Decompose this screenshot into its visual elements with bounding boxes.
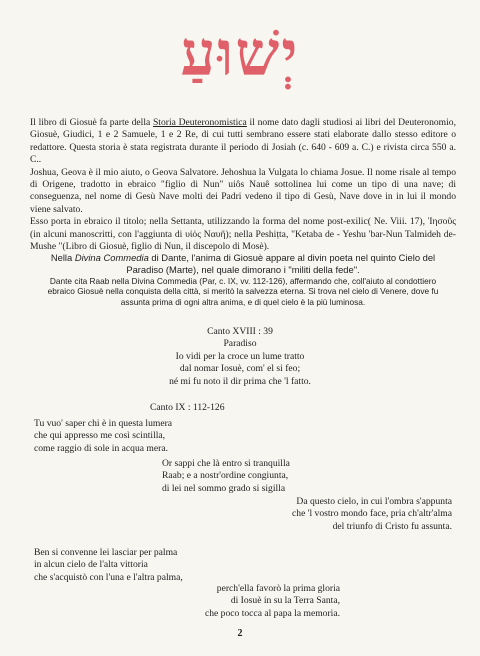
intro-p1-rest: il nome dato dagli studiosi ai libri del Deuteronomio, Giosuè, Giudici, 1 e 2 Samuele, 1 e 2 Re, di cui tutti sembrano essere stati elaborate dallo stesso editore o redattore. Questa storia è stata registrata durante il periodo di Josiah (c. 640 - 609 a. C.) e rivista circa 550 a. C.. — [30, 117, 456, 166]
intro-paragraph-3: Esso porta in ebraico il titolo; nella Settanta, utilizzando la forma del nome post-exilic( Ne. Viii. 17), Ἰησοῦς (in alcuni manoscritti, con l'aggiunta di υἱός Ναυῆ); nella Peshiṭta, "Ketaba de - Yeshu 'bar-Nun Talmideh de-Mushe "(Libro di Giosuè, figlio di Nun, il discepolo di Mosè). — [30, 216, 456, 253]
stanza-4 — [34, 547, 183, 584]
verse-line: perch'ella favorò la prima gloria — [216, 583, 340, 594]
stanza-5 — [205, 583, 340, 620]
verse-line: Tu vuo' saper chi è in questa lumera — [34, 418, 173, 429]
verse-line: Ben si convenne lei lasciar per palma — [34, 547, 178, 558]
dante-p1-start: Nella — [50, 252, 75, 263]
verse-line: in alcun cielo de l'alta vittoria — [34, 559, 148, 571]
stanza-3 — [292, 496, 452, 533]
dante-p1-rest: di Dante, l'anima di Giosuè appare al divin poeta nel quinto Cielo del Paradiso (Marte), nel quale dimorano i "militi della fede". — [126, 252, 436, 275]
verse-line: di lei nel sommo grado si sigilla — [162, 482, 286, 494]
verse-line: che poco tocca al papa la memoria. — [204, 607, 340, 619]
verse-line: che qui appresso me così scintilla, — [34, 430, 166, 442]
canto-18-block — [0, 326, 480, 388]
verse-line: che 'l vostro mondo face, pria ch'altr'alma — [292, 508, 452, 520]
dante-section — [38, 252, 448, 307]
stanza-1 — [34, 418, 172, 455]
divina-commedia-title: Divina Commedia — [74, 252, 149, 263]
intro-p1-start: Il libro di Giosuè fa parte della — [30, 117, 153, 128]
verse-line: Or sappi che là entro si tranquilla — [162, 458, 290, 469]
verse-line: né mi fu noto il dir prima che 'l fatto. — [169, 375, 311, 387]
intro-paragraph-2: Joshua, Geova è il mio aiuto, o Geova Salvatore. Jehoshua la Vulgata lo chiama Josue. Il nome risale al tempo di Origene, tradotto in ebraico "figlio di Nun" uiôs Nauê sottolinea lui come un tipo di una nave; di conseguenza, nel nome di Gesù Nave molti dei Padri vedeno il tipo di Gesù, Nave dove in in lui il mondo viene salvato. — [30, 166, 456, 215]
hebrew-title: יְשׁוּעַ — [180, 17, 300, 90]
verse-line: di Iosuè in su la Terra Santa, — [230, 595, 340, 607]
verse-line: del triunfo di Cristo fu assunta. — [332, 520, 452, 532]
verse-line: Da questo cielo, in cui l'ombra s'appunta — [296, 496, 452, 507]
page-number: 2 — [237, 628, 243, 639]
intro-text — [30, 117, 456, 253]
dante-paragraph-2: Dante cita Raab nella Divina Commedia (Par, c. IX, vv. 112-126), affermando che, coll'aiuto al condottiero ebraico Giosuè nella conquista della città, si meritò la salvezza eterna. Si trova nel cielo di Venere, dove fu assunta prima di ogni altra anima, e di quel cielo è la più luminosa. — [47, 275, 439, 307]
canto-18-heading: Canto XVIII : 39 — [207, 326, 273, 337]
canto-18-subheading: Paradiso — [223, 338, 257, 350]
verse-line: Raab; e a nostr'ordine congiunta, — [162, 470, 289, 482]
stanza-2 — [162, 458, 290, 495]
verse-line: Io vidi per la croce un lume tratto — [175, 350, 305, 362]
dante-paragraph-1 — [38, 252, 448, 276]
storia-deuteronomistica-link: Storia Deuteronomistica — [152, 117, 247, 128]
verse-line: come raggio di sole in acqua mera. — [34, 442, 168, 454]
verse-line: che s'acquistò con l'una e l'altra palma, — [34, 571, 183, 583]
intro-paragraph-1 — [30, 117, 456, 167]
canto-9-heading: Canto IX : 112-126 — [150, 402, 225, 413]
verse-line: dal nomar Iosuè, com' el si feo; — [179, 363, 301, 375]
